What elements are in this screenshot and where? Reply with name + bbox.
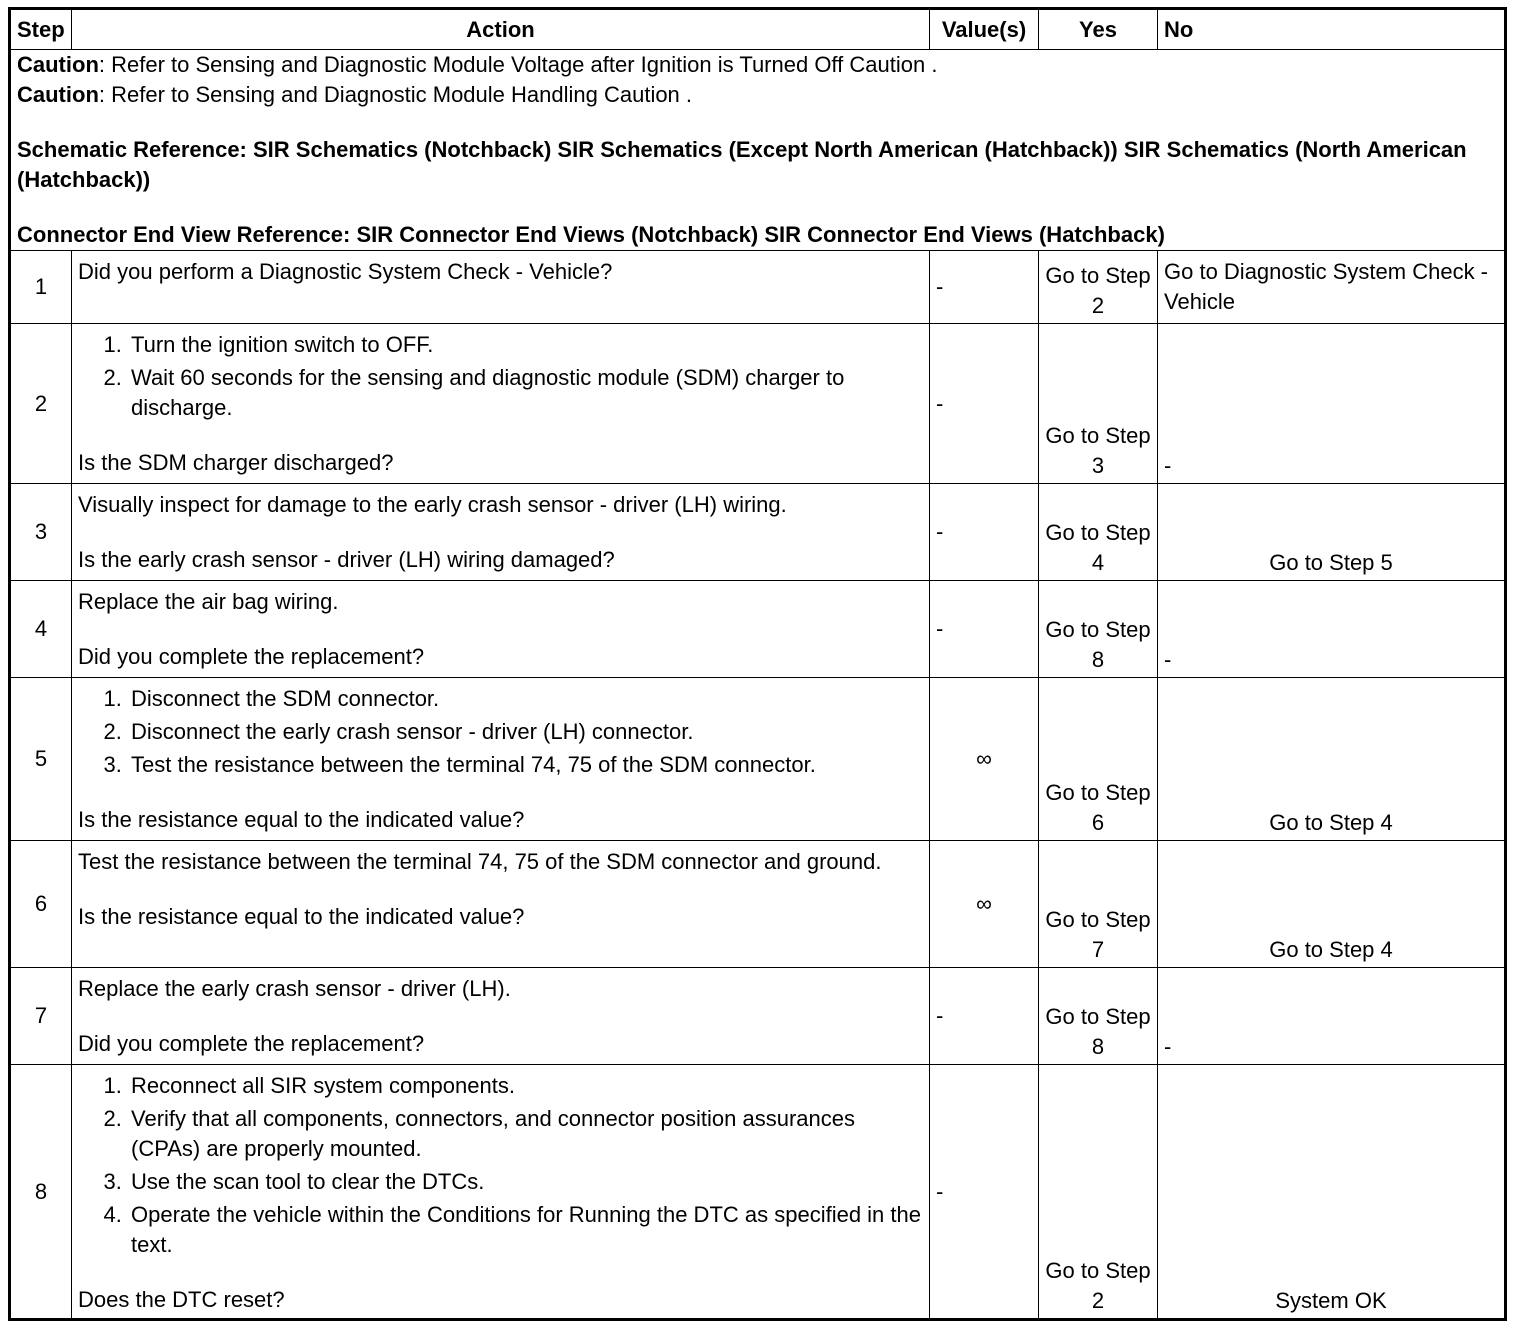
step-number: 2 — [10, 324, 72, 484]
action-question: Is the SDM charger discharged? — [78, 450, 394, 475]
action-item: 3. Test the resistance between the terminal 74, 75 of the SDM connector. — [128, 750, 923, 780]
step-value: - — [930, 1065, 1039, 1320]
step-no: - — [1158, 968, 1506, 1065]
action-item: 4. Operate the vehicle within the Conditions for Running the DTC as specified in the text. — [128, 1200, 923, 1260]
caution-line-2 — [17, 80, 1498, 110]
action-item: 2. Wait 60 seconds for the sensing and diagnostic module (SDM) charger to discharge. — [128, 363, 923, 423]
step-number: 3 — [10, 484, 72, 581]
step-action — [72, 581, 930, 678]
step-number: 4 — [10, 581, 72, 678]
step-row — [10, 841, 1506, 968]
step-yes: Go to Step 8 — [1039, 581, 1158, 678]
step-yes: Go to Step 2 — [1039, 251, 1158, 324]
step-no: Go to Step 4 — [1158, 678, 1506, 841]
step-number: 1 — [10, 251, 72, 324]
step-action — [72, 678, 930, 841]
step-yes: Go to Step 4 — [1039, 484, 1158, 581]
connector-reference: Connector End View Reference: SIR Connector End Views (Notchback) SIR Connector End Views (Hatchback) — [17, 222, 1165, 247]
step-row — [10, 678, 1506, 841]
step-yes: Go to Step 3 — [1039, 324, 1158, 484]
header-no: No — [1158, 9, 1506, 50]
action-text: Replace the air bag wiring. — [78, 589, 339, 614]
info-cell — [10, 50, 1506, 251]
action-text: Test the resistance between the terminal 74, 75 of the SDM connector and ground. — [78, 849, 882, 874]
step-row — [10, 581, 1506, 678]
step-no: Go to Diagnostic System Check - Vehicle — [1158, 251, 1506, 324]
action-item: 2. Verify that all components, connectors, and connector position assurances (CPAs) are properly mounted. — [128, 1104, 923, 1164]
step-number: 7 — [10, 968, 72, 1065]
step-no: - — [1158, 581, 1506, 678]
header-row — [10, 9, 1506, 50]
action-text: Visually inspect for damage to the early crash sensor - driver (LH) wiring. — [78, 492, 787, 517]
action-question: Did you complete the replacement? — [78, 1031, 425, 1056]
step-yes: Go to Step 8 — [1039, 968, 1158, 1065]
step-yes: Go to Step 7 — [1039, 841, 1158, 968]
step-action — [72, 841, 930, 968]
action-item: 3. Use the scan tool to clear the DTCs. — [128, 1167, 923, 1197]
step-action — [72, 1065, 930, 1320]
caution-text: : Refer to Sensing and Diagnostic Module Voltage after Ignition is Turned Off Caution . — [98, 52, 938, 77]
step-no: Go to Step 4 — [1158, 841, 1506, 968]
caution-text: : Refer to Sensing and Diagnostic Module Handling Caution . — [98, 82, 693, 107]
step-row — [10, 251, 1506, 324]
caution-label: Caution — [17, 82, 99, 107]
step-number: 6 — [10, 841, 72, 968]
action-question: Does the DTC reset? — [78, 1287, 285, 1312]
action-item: 1. Reconnect all SIR system components. — [128, 1071, 923, 1101]
step-yes: Go to Step 2 — [1039, 1065, 1158, 1320]
step-no: System OK — [1158, 1065, 1506, 1320]
step-number: 8 — [10, 1065, 72, 1320]
step-number: 5 — [10, 678, 72, 841]
action-text: Did you perform a Diagnostic System Check - Vehicle? — [78, 259, 613, 284]
step-row — [10, 484, 1506, 581]
action-item: 2. Disconnect the early crash sensor - driver (LH) connector. — [128, 717, 923, 747]
step-action — [72, 484, 930, 581]
caution-label: Caution — [17, 52, 99, 77]
action-question: Is the resistance equal to the indicated value? — [78, 904, 525, 929]
step-yes: Go to Step 6 — [1039, 678, 1158, 841]
action-question: Did you complete the replacement? — [78, 644, 425, 669]
action-item: 1. Turn the ignition switch to OFF. — [128, 330, 923, 360]
header-action: Action — [72, 9, 930, 50]
action-list — [78, 684, 923, 780]
schematic-reference: Schematic Reference: SIR Schematics (Notchback) SIR Schematics (Except North American (Hatchback)) SIR Schematics (North American (Hatchback)) — [17, 137, 1467, 192]
info-row — [10, 50, 1506, 251]
action-question: Is the early crash sensor - driver (LH) wiring damaged? — [78, 547, 615, 572]
action-list — [78, 1071, 923, 1260]
step-value: ∞ — [930, 678, 1039, 841]
step-action — [72, 251, 930, 324]
step-action — [72, 968, 930, 1065]
step-value: - — [930, 484, 1039, 581]
step-row — [10, 1065, 1506, 1320]
action-question: Is the resistance equal to the indicated value? — [78, 807, 525, 832]
step-row — [10, 324, 1506, 484]
action-text: Replace the early crash sensor - driver (LH). — [78, 976, 511, 1001]
step-no: Go to Step 5 — [1158, 484, 1506, 581]
diagnostic-table — [8, 7, 1507, 1321]
header-yes: Yes — [1039, 9, 1158, 50]
step-value: - — [930, 324, 1039, 484]
step-value: ∞ — [930, 841, 1039, 968]
action-list — [78, 330, 923, 423]
step-row — [10, 968, 1506, 1065]
header-step: Step — [10, 9, 72, 50]
action-item: 1. Disconnect the SDM connector. — [128, 684, 923, 714]
step-action — [72, 324, 930, 484]
step-value: - — [930, 251, 1039, 324]
step-no: - — [1158, 324, 1506, 484]
step-value: - — [930, 581, 1039, 678]
header-values: Value(s) — [930, 9, 1039, 50]
caution-line-1 — [17, 50, 1498, 80]
step-value: - — [930, 968, 1039, 1065]
